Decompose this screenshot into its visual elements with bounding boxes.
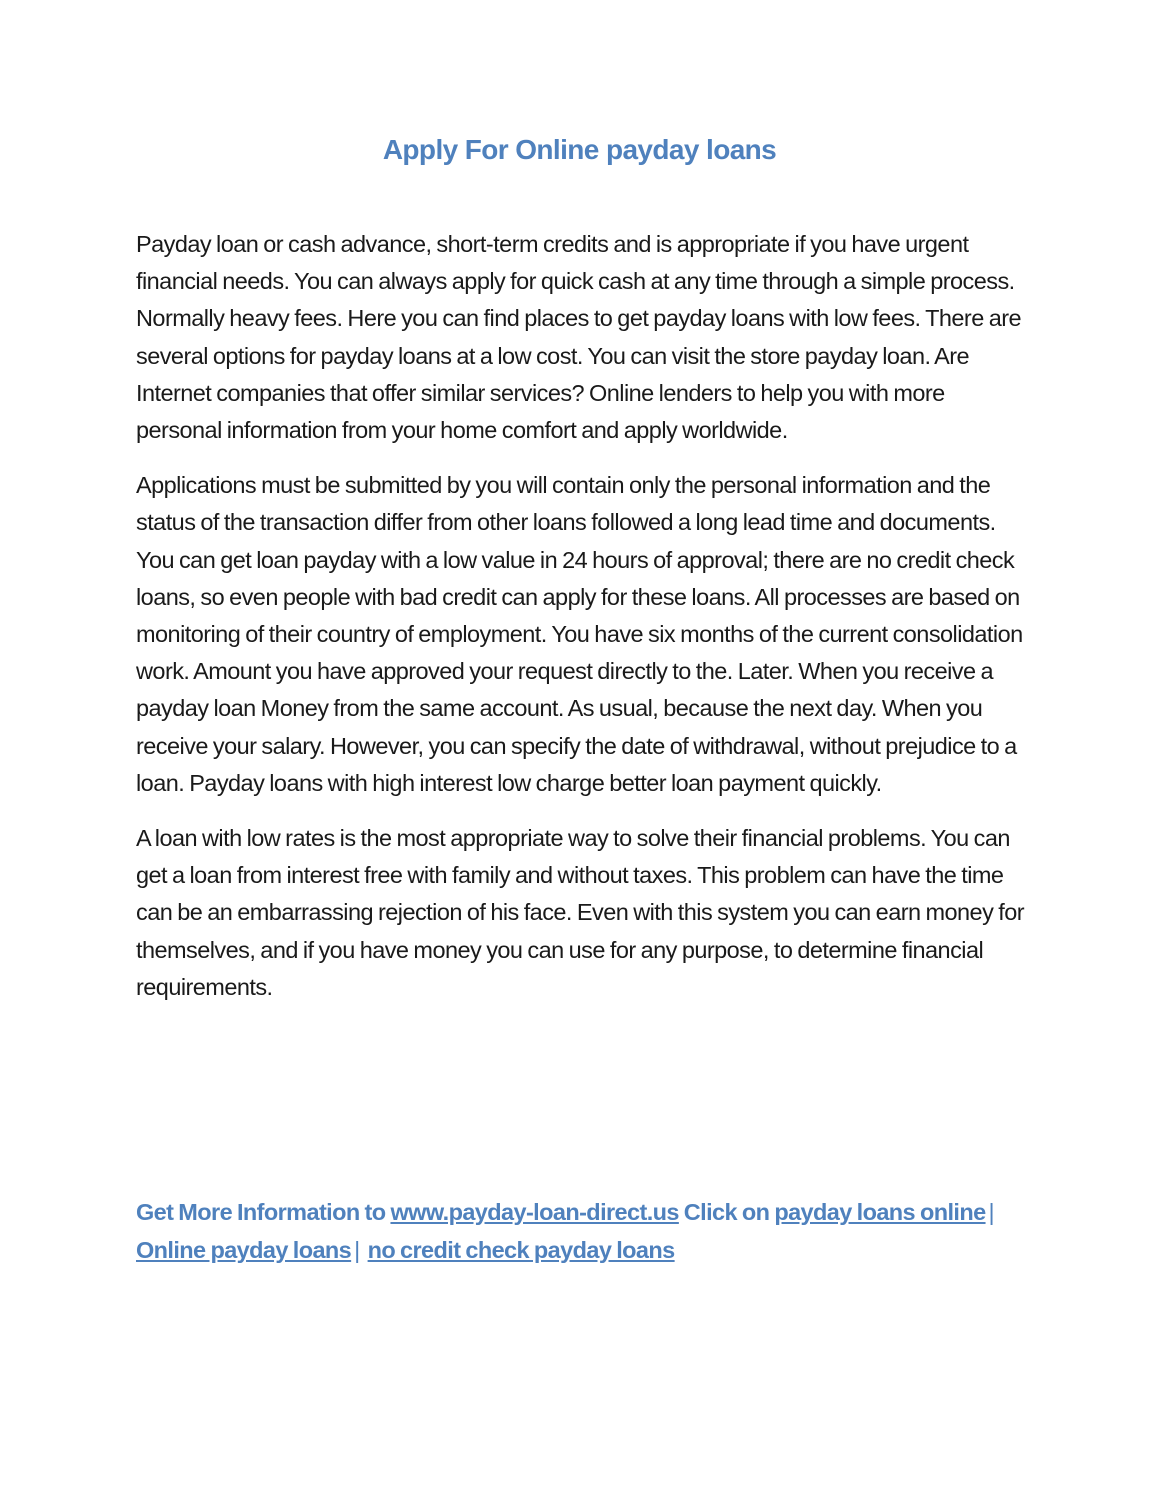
footer-prefix: Get More Information to: [136, 1199, 391, 1225]
footer-middle: Click on: [678, 1199, 775, 1225]
link-separator: |: [988, 1199, 995, 1225]
paragraph-3: A loan with low rates is the most appropriate way to solve their financial problems. You can get a loan from interest free with family and without taxes. This problem can have the time can be an embarrassing rejection of his face. Even with this system you can earn money for themselves, and if you have money you can use for any purpose, to determine financial requirements.: [136, 825, 1025, 1000]
payday-loans-online-link[interactable]: payday loans online: [774, 1199, 986, 1225]
paragraph-2: Applications must be submitted by you will contain only the personal information and the status of the transaction differ from other loans followed a long lead time and documents. You can get loan payday with a low value in 24 hours of approval; there are no credit check loans, so even people with bad credit can apply for these loans. All processes are based on monitoring of their country of employment. You have six months of the current consolidation work. Amount you have approved your request directly to the. Later. When you receive a payday loan Money from the same account. As usual, because the next day. When you receive your salary. However, you can specify the date of withdrawal, without prejudice to a loan. Payday loans with high interest low charge better loan payment quickly.: [136, 472, 1023, 796]
paragraph-1: Payday loan or cash advance, short-term credits and is appropriate if you have urgent financial needs. You can always apply for quick cash at any time through a simple process. Normally heavy fees. Here you can find places to get payday loans with low fees. There are several options for payday loans at a low cost. You can visit the store payday loan. Are Internet companies that offer similar services? Online lenders to help you with more personal information from your home comfort and apply worldwide.: [136, 231, 1022, 444]
document-body: [136, 226, 1026, 1024]
footer-links: [136, 1193, 1026, 1269]
online-payday-loans-link[interactable]: Online payday loans: [136, 1237, 352, 1263]
site-link[interactable]: www.payday-loan-direct.us: [390, 1199, 679, 1225]
no-credit-check-link[interactable]: no credit check payday loans: [367, 1237, 675, 1263]
link-separator: |: [354, 1237, 360, 1263]
page-title: Apply For Online payday loans: [382, 134, 777, 165]
